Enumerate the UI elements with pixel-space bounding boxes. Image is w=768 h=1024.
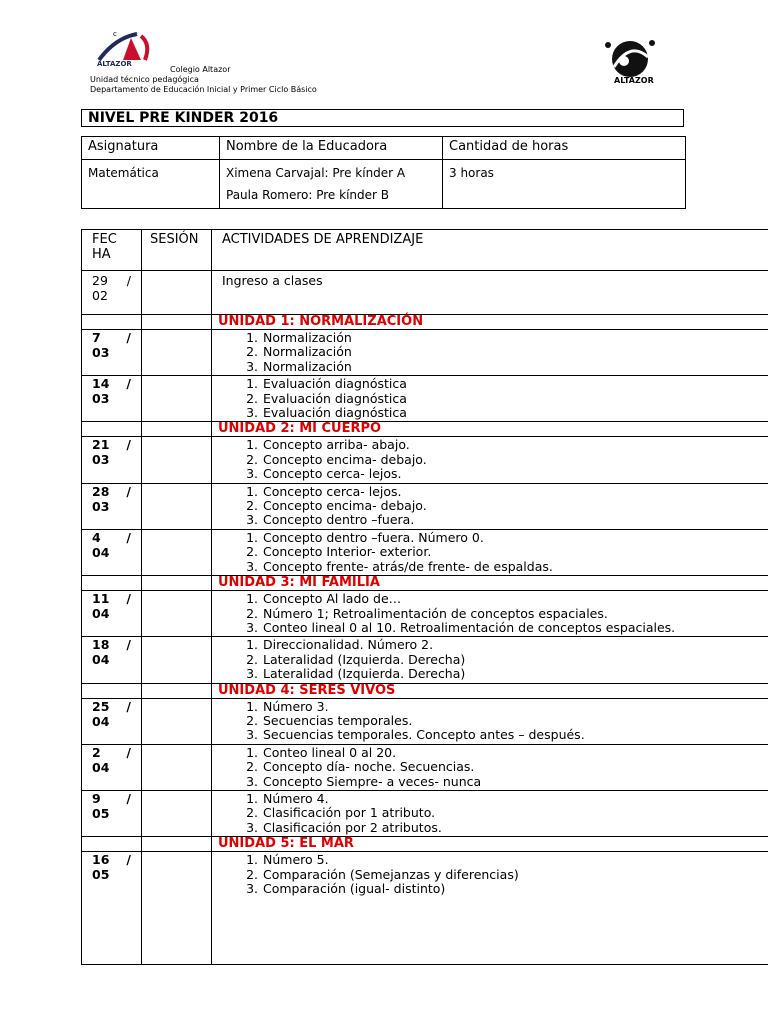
activity-text: Conteo lineal 0 al 20. <box>263 744 397 760</box>
activity-text: Número 3. <box>263 698 329 714</box>
info-row <box>82 160 686 209</box>
date-slash: / <box>126 790 131 806</box>
session-cell <box>142 698 212 744</box>
session-cell <box>142 852 212 965</box>
activity-text: Conteo lineal 0 al 10. Retroalimentación de conceptos espaciales. <box>263 619 676 635</box>
date-month: 03 <box>92 452 110 468</box>
unit-heading-row <box>82 837 768 852</box>
date-month: 04 <box>92 713 110 729</box>
activity-item <box>246 637 768 653</box>
activity-text: Concepto encima- debajo. <box>263 451 427 467</box>
activity-item <box>246 698 768 714</box>
schedule-table <box>81 229 768 965</box>
activity-number: 2. <box>246 651 258 667</box>
header-text <box>90 65 317 95</box>
session-cell <box>142 591 212 637</box>
date-month: 02 <box>92 288 108 303</box>
activity-item <box>246 744 768 760</box>
teacher-b: Paula Romero: Pre kínder B <box>226 188 390 202</box>
date-cell <box>82 529 142 575</box>
logo-left-text: ALTAZOR <box>97 60 132 68</box>
activity-cell <box>212 637 768 683</box>
schedule-header-row <box>82 230 768 271</box>
date-month: 03 <box>92 498 110 514</box>
activity-text: Comparación (igual- distinto) <box>263 881 446 896</box>
activity-text: Normalización <box>263 344 352 360</box>
activity-text: Concepto encima- debajo. <box>263 498 427 514</box>
activity-number: 2. <box>246 759 258 775</box>
date-cell <box>82 330 142 376</box>
activity-item <box>246 591 768 607</box>
activity-number: 3. <box>246 773 258 789</box>
info-table <box>81 136 686 209</box>
activity-text: Concepto frente- atrás/de frente- de espaldas. <box>263 558 553 574</box>
activity-item <box>246 773 768 789</box>
session-cell <box>142 437 212 483</box>
activity-cell <box>212 591 768 637</box>
session-cell <box>142 683 212 698</box>
week-row <box>82 591 768 637</box>
activity-number: 1. <box>246 698 258 714</box>
activity-number: 2. <box>246 866 258 882</box>
date-slash: / <box>126 698 131 714</box>
date-slash: / <box>126 852 131 868</box>
activity-text: Secuencias temporales. Concepto antes – después. <box>263 727 585 743</box>
activity-item <box>246 376 768 392</box>
activity-number: 3. <box>246 881 258 896</box>
level-title: NIVEL PRE KINDER 2016 <box>81 109 684 127</box>
activity-text: Concepto día- noche. Secuencias. <box>263 759 475 775</box>
date-slash: / <box>126 376 131 392</box>
activity-number: 3. <box>246 666 258 682</box>
department-name: Departamento de Educación Inicial y Primer Ciclo Básico <box>90 85 317 94</box>
activity-item <box>246 330 768 345</box>
week-row <box>82 790 768 836</box>
session-cell <box>142 637 212 683</box>
activity-item <box>246 466 768 482</box>
date-day: 18 <box>92 637 110 653</box>
date-slash: / <box>126 637 131 653</box>
activity-number: 2. <box>246 451 258 467</box>
date-cell <box>82 271 142 315</box>
activity-list <box>213 592 768 635</box>
activity-list <box>213 438 768 481</box>
date-cell <box>82 483 142 529</box>
date-header-line1: FEC <box>92 232 117 247</box>
activity-item <box>246 605 768 621</box>
week-row <box>82 744 768 790</box>
activity-text: Número 5. <box>263 852 329 868</box>
activity-number: 3. <box>246 619 258 635</box>
week-row <box>82 529 768 575</box>
date-day: 28 <box>92 483 110 499</box>
activity-text: Clasificación por 2 atributos. <box>263 819 442 835</box>
logo-right-text: ALTAZOR <box>614 76 654 85</box>
activity-item <box>246 558 768 574</box>
date-header <box>82 230 142 271</box>
activity-item <box>246 805 768 821</box>
activity-number: 2. <box>246 390 258 406</box>
date-header-line2: HA <box>92 247 111 262</box>
date-cell <box>82 637 142 683</box>
activity-number: 3. <box>246 819 258 835</box>
activity-cell <box>212 852 768 965</box>
unit-heading: UNIDAD 3: MI FAMILIA <box>212 576 768 591</box>
session-cell <box>142 576 212 591</box>
activity-list <box>213 485 768 528</box>
activity-item <box>246 619 768 635</box>
date-cell <box>82 683 142 698</box>
week-row <box>82 852 768 965</box>
activity-number: 2. <box>246 544 258 560</box>
activity-cell <box>212 437 768 483</box>
session-cell <box>142 744 212 790</box>
date-month: 03 <box>92 345 110 360</box>
subject-cell: Matemática <box>82 160 220 209</box>
activity-text: Concepto cerca- lejos. <box>263 466 402 482</box>
date-cell <box>82 315 142 330</box>
activity-item <box>246 358 768 374</box>
activity-cell <box>212 376 768 422</box>
activity-text: Evaluación diagnóstica <box>263 390 407 406</box>
activity-item <box>246 666 768 682</box>
activity-item <box>246 344 768 360</box>
activity-number: 3. <box>246 466 258 482</box>
activity-number: 3. <box>246 358 258 374</box>
date-day: 21 <box>92 437 110 453</box>
week-row <box>82 376 768 422</box>
date-month: 04 <box>92 652 110 668</box>
date-day: 4 <box>92 529 101 545</box>
activity-number: 1. <box>246 852 258 868</box>
unit-heading: UNIDAD 5: EL MAR <box>212 837 768 852</box>
activity-item <box>246 881 768 896</box>
activity-item <box>246 852 768 868</box>
activity-item <box>246 483 768 499</box>
activity-item <box>246 759 768 775</box>
activity-item <box>246 390 768 406</box>
date-cell <box>82 576 142 591</box>
altazor-logo-right <box>600 37 664 87</box>
date-day: 14 <box>92 376 110 392</box>
activity-text: Concepto dentro –fuera. Número 0. <box>263 529 484 545</box>
activity-number: 2. <box>246 805 258 821</box>
session-cell <box>142 790 212 836</box>
activity-number: 1. <box>246 330 258 345</box>
activity-item <box>246 529 768 545</box>
activity-item <box>246 451 768 467</box>
activities-header: ACTIVIDADES DE APRENDIZAJE <box>212 230 768 271</box>
date-month: 04 <box>92 544 110 560</box>
date-slash: / <box>126 437 131 453</box>
activity-number: 1. <box>246 529 258 545</box>
unit-heading: UNIDAD 4: SERES VIVOS <box>212 683 768 698</box>
altazor-logo-left <box>93 28 155 68</box>
activity-list <box>213 853 768 896</box>
activity-list <box>213 377 768 420</box>
activity-number: 1. <box>246 591 258 607</box>
activity-item <box>246 512 768 528</box>
activity-text: Concepto dentro –fuera. <box>263 512 415 528</box>
date-cell <box>82 376 142 422</box>
date-slash: / <box>126 273 131 288</box>
activity-item <box>246 498 768 514</box>
date-slash: / <box>126 330 131 345</box>
teacher-a: Ximena Carvajal: Pre kínder A <box>226 166 406 180</box>
activity-number: 2. <box>246 498 258 514</box>
activity-text: Concepto Al lado de… <box>263 591 402 607</box>
activity-list <box>213 531 768 574</box>
activity-number: 1. <box>246 744 258 760</box>
session-cell <box>142 271 212 315</box>
date-month: 04 <box>92 759 110 775</box>
date-cell <box>82 437 142 483</box>
activity-list <box>213 700 768 743</box>
pedagogic-unit: Unidad técnico pedagógica <box>90 75 199 84</box>
activity-number: 2. <box>246 712 258 728</box>
intro-row <box>82 271 768 315</box>
date-slash: / <box>126 529 131 545</box>
logo-left-letter: c <box>113 30 117 38</box>
unit-heading-row <box>82 422 768 437</box>
unit-heading-row <box>82 576 768 591</box>
date-cell <box>82 698 142 744</box>
activity-number: 1. <box>246 376 258 392</box>
date-month: 05 <box>92 867 110 883</box>
week-row <box>82 483 768 529</box>
session-cell <box>142 837 212 852</box>
date-day: 2 <box>92 744 101 760</box>
activity-number: 1. <box>246 483 258 499</box>
week-row <box>82 437 768 483</box>
hours-header: Cantidad de horas <box>443 137 686 160</box>
activity-number: 3. <box>246 558 258 574</box>
activity-list <box>213 331 768 374</box>
activity-number: 1. <box>246 790 258 806</box>
activity-number: 2. <box>246 344 258 360</box>
activity-list <box>213 638 768 681</box>
activity-cell <box>212 330 768 376</box>
activity-item <box>246 437 768 453</box>
date-cell <box>82 744 142 790</box>
teacher-cell <box>220 160 443 209</box>
date-cell <box>82 837 142 852</box>
activity-text: Concepto cerca- lejos. <box>263 483 402 499</box>
session-cell <box>142 330 212 376</box>
date-cell <box>82 852 142 965</box>
activity-cell <box>212 744 768 790</box>
activity-item <box>246 727 768 743</box>
activity-item <box>246 544 768 560</box>
teacher-header: Nombre de la Educadora <box>220 137 443 160</box>
date-day: 7 <box>92 330 101 345</box>
unit-heading-row <box>82 315 768 330</box>
activity-text: Evaluación diagnóstica <box>263 376 407 392</box>
date-day: 25 <box>92 698 110 714</box>
week-row <box>82 698 768 744</box>
session-cell <box>142 483 212 529</box>
session-header: SESIÓN <box>142 230 212 271</box>
activity-text: Secuencias temporales. <box>263 712 413 728</box>
activity-list <box>213 746 768 789</box>
activity-text: Normalización <box>263 330 352 345</box>
activity-number: 2. <box>246 605 258 621</box>
date-month: 04 <box>92 606 110 622</box>
date-slash: / <box>126 744 131 760</box>
date-slash: / <box>126 483 131 499</box>
activity-text: Concepto Siempre- a veces- nunca <box>263 773 482 789</box>
date-cell <box>82 790 142 836</box>
activity-text: Número 1; Retroalimentación de conceptos espaciales. <box>263 605 608 621</box>
session-cell <box>142 376 212 422</box>
activity-number: 3. <box>246 727 258 743</box>
activity-number: 1. <box>246 437 258 453</box>
activity-text: Evaluación diagnóstica <box>263 405 407 421</box>
activity-item <box>246 819 768 835</box>
date-day: 11 <box>92 591 110 607</box>
activity-number: 3. <box>246 405 258 421</box>
info-header-row <box>82 137 686 160</box>
activity-number: 3. <box>246 512 258 528</box>
unit-heading: UNIDAD 2: MI CUERPO <box>212 422 768 437</box>
unit-heading: UNIDAD 1: NORMALIZACIÓN <box>212 315 768 330</box>
date-month: 03 <box>92 391 110 407</box>
activity-cell <box>212 483 768 529</box>
date-cell <box>82 422 142 437</box>
activity-text: Normalización <box>263 358 352 374</box>
week-row <box>82 637 768 683</box>
date-cell <box>82 591 142 637</box>
week-row <box>82 330 768 376</box>
subject-header: Asignatura <box>82 137 220 160</box>
date-day: 16 <box>92 852 110 868</box>
date-day: 29 <box>92 273 108 288</box>
date-day: 9 <box>92 790 101 806</box>
activity-text: Concepto Interior- exterior. <box>263 544 432 560</box>
activity-cell <box>212 790 768 836</box>
activity-text: Comparación (Semejanzas y diferencias) <box>263 866 519 882</box>
activity-list <box>213 792 768 835</box>
activity-text: Número 4. <box>263 790 329 806</box>
activity-cell <box>212 529 768 575</box>
activity-item <box>246 651 768 667</box>
activity-text: Lateralidad (Izquierda. Derecha) <box>263 666 466 682</box>
unit-heading-row <box>82 683 768 698</box>
activity-item <box>246 712 768 728</box>
activity-text: Clasificación por 1 atributo. <box>263 805 436 821</box>
activity-text: Direccionalidad. Número 2. <box>263 637 434 653</box>
schedule-body <box>82 315 768 965</box>
activity-item <box>246 790 768 806</box>
hours-cell: 3 horas <box>443 160 686 209</box>
school-name: Colegio Altazor <box>170 65 231 74</box>
activity-text: Concepto arriba- abajo. <box>263 437 410 453</box>
activity-item <box>246 866 768 882</box>
session-cell <box>142 422 212 437</box>
date-month: 05 <box>92 805 110 821</box>
activity-item <box>246 405 768 421</box>
session-cell <box>142 315 212 330</box>
activity-text: Lateralidad (Izquierda. Derecha) <box>263 651 466 667</box>
session-cell <box>142 529 212 575</box>
activity-cell <box>212 698 768 744</box>
activity-cell: Ingreso a clases <box>212 271 768 315</box>
date-slash: / <box>126 591 131 607</box>
activity-number: 1. <box>246 637 258 653</box>
